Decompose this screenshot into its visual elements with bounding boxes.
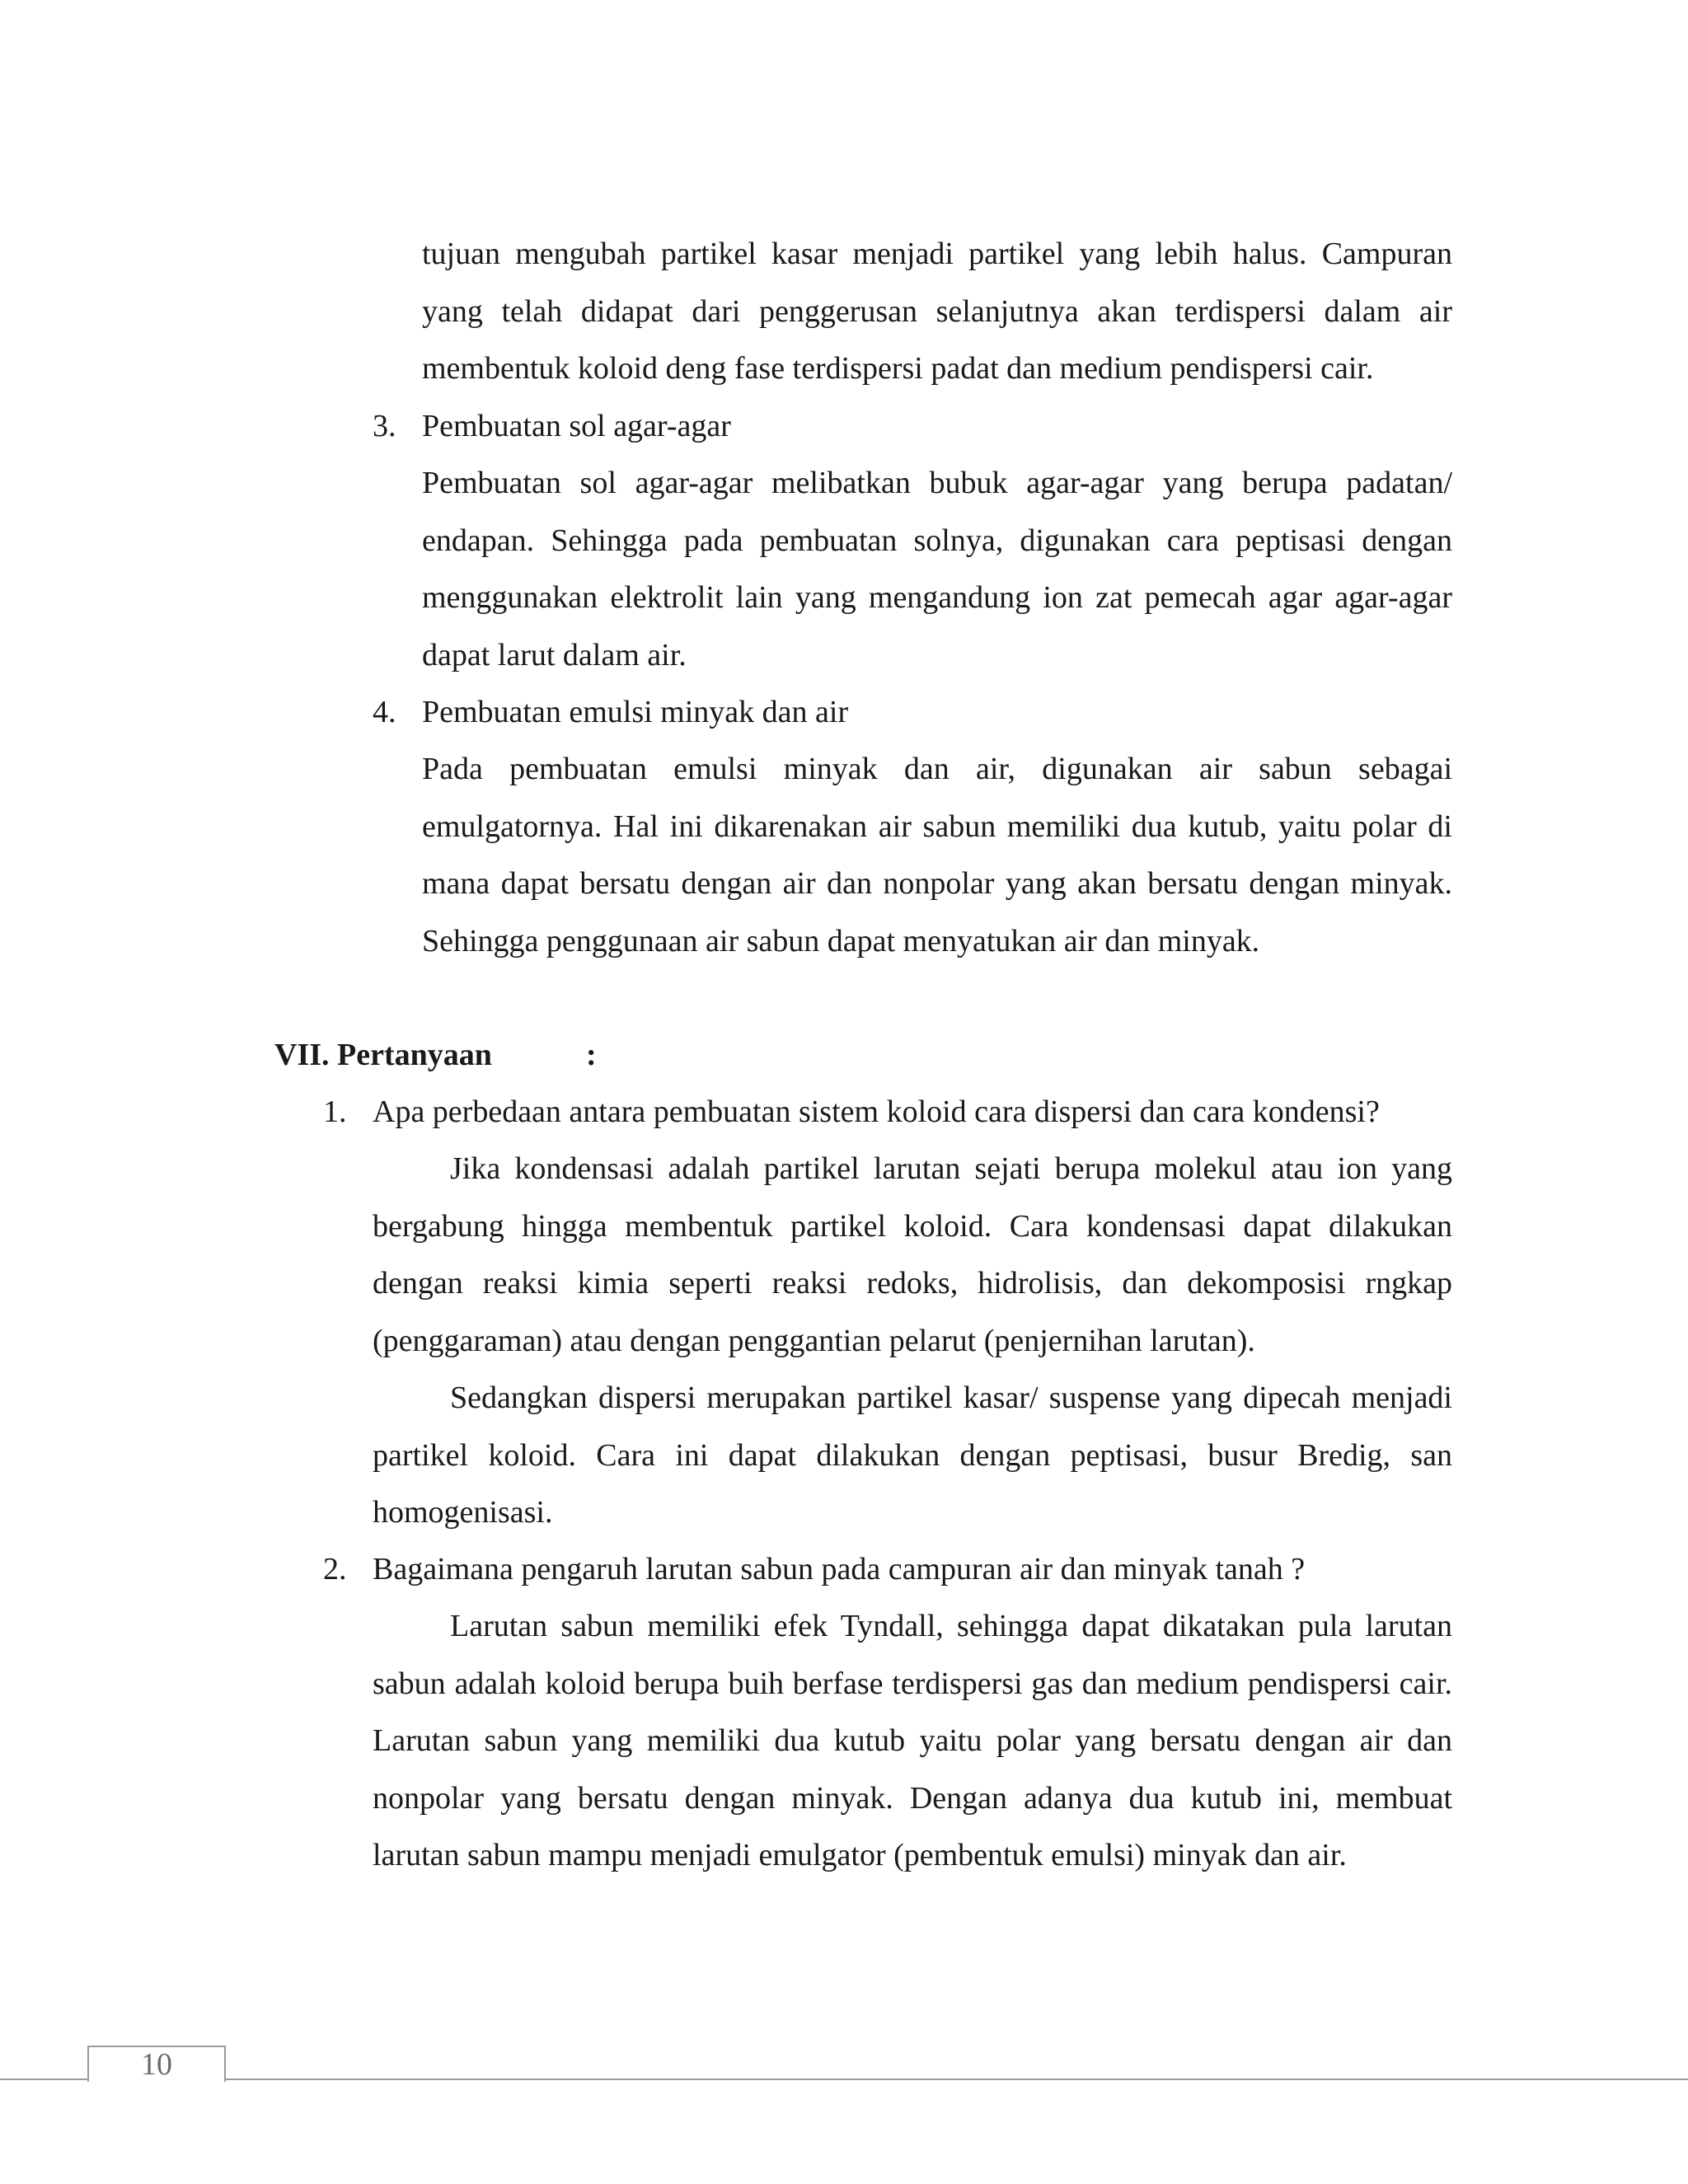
list-number: 3. <box>373 409 396 443</box>
answer: Jika kondensasi adalah partikel larutan sejati berupa molekul atau ion yang bergabung hingga membentuk partikel koloid. Cara kondensasi dapat dilakukan dengan reaksi kimia seperti reaksi redoks, hidrolisis, dan dekomposisi rngkap (penggaraman) atau dengan penggantian pelarut (penjernihan larutan). <box>373 1151 1452 1358</box>
paragraph: tujuan mengubah partikel kasar menjadi partikel yang lebih halus. Campuran yang telah didapat dari penggerusan selanjutnya akan terdispersi dalam air membentuk koloid deng fase terdispersi padat dan medium pendispersi cair. <box>422 237 1452 386</box>
list-item-body <box>422 455 1452 684</box>
section-heading-text: VII. Pertanyaan <box>274 1038 492 1072</box>
item-title: Pembuatan sol agar-agar <box>422 409 731 443</box>
list-item-body <box>422 741 1452 970</box>
question-text <box>373 1541 1452 1599</box>
answer-paragraph <box>373 1598 1452 1885</box>
section-heading-colon: : <box>586 1038 597 1072</box>
list-item-title <box>422 684 1452 742</box>
question-text <box>373 1084 1452 1141</box>
answer: Larutan sabun memiliki efek Tyndall, sehingga dapat dikatakan pula larutan sabun adalah koloid berupa buih berfase terdispersi gas dan medium pendispersi cair. Larutan sabun yang memiliki dua kutub yaitu polar yang bersatu dengan air dan nonpolar yang bersatu dengan minyak. Dengan adanya dua kutub ini, membuat larutan sabun mampu menjadi emulgator (pembentuk emulsi) minyak dan air. <box>373 1609 1452 1872</box>
item-body: Pembuatan sol agar-agar melibatkan bubuk agar-agar yang berupa padatan/ endapan. Sehingga pada pembuatan solnya, digunakan cara peptisasi dengan menggunakan elektrolit lain yang mengandung ion zat pemecah agar agar-agar dapat larut dalam air. <box>422 466 1452 673</box>
question: Apa perbedaan antara pembuatan sistem koloid cara dispersi dan cara kondensi? <box>373 1094 1380 1129</box>
item-body: Pada pembuatan emulsi minyak dan air, digunakan air sabun sebagai emulgatornya. Hal ini dikarenakan air sabun memiliki dua kutub, yaitu polar di mana dapat bersatu dengan air dan nonpolar yang akan bersatu dengan minyak. Sehingga penggunaan air sabun dapat menyatukan air dan minyak. <box>422 752 1452 958</box>
section-heading <box>274 1027 687 1085</box>
answer-paragraph <box>373 1370 1452 1542</box>
item-title: Pembuatan emulsi minyak dan air <box>422 695 849 729</box>
question: Bagaimana pengaruh larutan sabun pada campuran air dan minyak tanah ? <box>373 1552 1306 1586</box>
list-number: 4. <box>373 695 396 729</box>
answer: Sedangkan dispersi merupakan partikel kasar/ suspense yang dipecah menjadi partikel koloid. Cara ini dapat dilakukan dengan peptisasi, busur Bredig, san homogenisasi. <box>373 1380 1452 1530</box>
question-number: 2. <box>323 1552 347 1586</box>
answer-paragraph <box>373 1141 1452 1370</box>
page-number: 10 <box>141 2047 172 2082</box>
question-number: 1. <box>323 1094 347 1129</box>
continuation-paragraph <box>422 226 1452 398</box>
footer-rule <box>0 2079 1688 2080</box>
list-item-title <box>422 398 1452 456</box>
